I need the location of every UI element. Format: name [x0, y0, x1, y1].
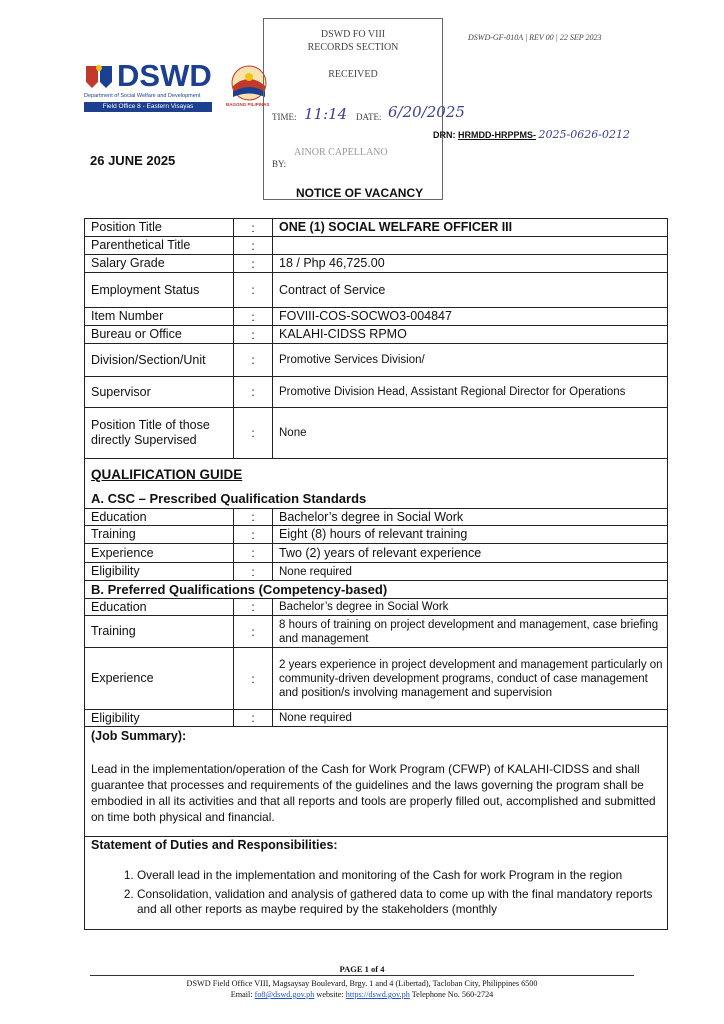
- footer-address: DSWD Field Office VIII, Magsaysay Boulevard, Brgy. 1 and 4 (Libertad), Tacloban City, Philippines 6500: [186, 979, 538, 988]
- drn-prefix: HRMDD-HRPPMS-: [458, 130, 537, 140]
- row-item-number: [85, 308, 667, 326]
- row-bureau-office: [85, 326, 667, 344]
- row-value: None: [279, 427, 307, 439]
- row-colon: :: [233, 544, 273, 562]
- row-value: Promotive Services Division/: [279, 354, 425, 366]
- row-value: None required: [279, 565, 352, 578]
- document-title: NOTICE OF VACANCY: [296, 186, 424, 200]
- row-pref-training: [85, 616, 667, 648]
- row-key: Bureau or Office: [91, 327, 182, 341]
- qualification-guide-section: [85, 459, 667, 489]
- row-colon: :: [233, 408, 273, 458]
- row-key: Eligibility: [91, 710, 140, 725]
- row-colon: :: [233, 377, 273, 407]
- page-number: PAGE 1 of 4: [339, 964, 385, 974]
- stamp-status: RECEIVED: [328, 69, 378, 80]
- row-key: Training: [91, 527, 136, 541]
- row-pref-eligibility: [85, 710, 667, 727]
- stamp-time-value: 11:14: [304, 105, 348, 123]
- row-key: Eligibility: [91, 564, 140, 578]
- row-colon: :: [233, 255, 273, 272]
- stamp-date-label: DATE:: [356, 112, 382, 122]
- vacancy-form: [84, 218, 668, 930]
- row-csc-experience: [85, 544, 667, 563]
- row-key: Parenthetical Title: [91, 238, 191, 252]
- drn-number: 2025-0626-0212: [538, 128, 630, 141]
- row-employment-status: [85, 273, 667, 308]
- stamp-by-label: BY:: [272, 159, 287, 169]
- row-pref-experience: [85, 648, 667, 710]
- row-value: FOVIII-COS-SOCWO3-004847: [279, 309, 452, 323]
- row-value: Contract of Service: [279, 282, 386, 297]
- row-key: Education: [91, 509, 147, 524]
- website-link[interactable]: https://dswd.gov.ph: [345, 990, 410, 999]
- row-value: Promotive Division Head, Assistant Regional Director for Operations: [279, 386, 626, 398]
- stamp-office: DSWD FO VIII: [320, 29, 386, 40]
- row-colon: :: [233, 563, 273, 580]
- drn-label: DRN:: [433, 130, 456, 140]
- row-colon: :: [233, 326, 273, 343]
- row-colon: :: [233, 237, 273, 254]
- row-value: 8 hours of training on project development and management, case briefing and management: [279, 618, 659, 645]
- logo-subtitle: Department of Social Welfare and Development: [84, 93, 201, 99]
- dswd-logo: [84, 60, 220, 116]
- row-key: Employment Status: [91, 282, 200, 297]
- row-key: Training: [91, 624, 136, 638]
- row-csc-training: [85, 526, 667, 544]
- row-colon: :: [233, 599, 273, 615]
- stamp-date-value: 6/20/2025: [388, 103, 465, 121]
- document-date: 26 JUNE 2025: [90, 153, 176, 168]
- row-value: [279, 237, 663, 254]
- row-supervised: [85, 408, 667, 459]
- row-key: Experience: [91, 545, 154, 560]
- row-key: Salary Grade: [91, 256, 165, 270]
- row-parenthetical-title: [85, 237, 667, 255]
- row-position-title: [85, 219, 667, 237]
- row-colon: :: [233, 273, 273, 307]
- row-key: Position Title: [91, 220, 162, 234]
- stamp-by-value: AINOR CAPELLANO: [294, 147, 388, 158]
- row-csc-eligibility: [85, 563, 667, 581]
- drn-line: [433, 128, 630, 141]
- row-colon: :: [233, 219, 273, 236]
- row-colon: :: [233, 616, 273, 647]
- row-colon: :: [233, 509, 273, 525]
- qualification-guide-title: QUALIFICATION GUIDE: [91, 467, 243, 482]
- row-key: Item Number: [91, 309, 164, 323]
- job-summary-title: (Job Summary):: [91, 729, 187, 743]
- email-link[interactable]: fo8@dswd.gov.ph: [254, 990, 315, 999]
- row-colon: :: [233, 710, 273, 726]
- row-value: 18 / Php 46,725.00: [279, 256, 385, 270]
- logo-office-bar: Field Office 8 - Eastern Visayas: [84, 102, 212, 112]
- row-value: Two (2) years of relevant experience: [279, 545, 482, 560]
- row-key: Division/Section/Unit: [91, 352, 206, 367]
- row-colon: :: [233, 648, 273, 709]
- row-salary-grade: [85, 255, 667, 273]
- duties-title: Statement of Duties and Responsibilities:: [91, 838, 338, 852]
- stamp-time-label: TIME:: [272, 112, 297, 122]
- website-label: website:: [316, 990, 344, 999]
- row-value: 2 years experience in project development and management particularly on community-driven development programs, conduct of case management and position/s involving management and supervision: [279, 658, 663, 699]
- row-csc-education: [85, 509, 667, 526]
- phone: Telephone No. 560-2724: [411, 990, 494, 999]
- row-supervisor: [85, 377, 667, 408]
- email-label: Email:: [230, 990, 253, 999]
- csc-title: A. CSC – Prescribed Qualification Standards: [85, 489, 667, 509]
- row-value: None required: [279, 712, 352, 724]
- row-colon: :: [233, 344, 273, 376]
- duty-item: 1. Overall lead in the implementation and monitoring of the Cash for work Program in the region: [137, 868, 659, 883]
- row-key: Supervisor: [91, 384, 151, 399]
- row-value: Eight (8) hours of relevant training: [279, 527, 468, 541]
- row-key: Position Title of those directly Supervised: [91, 418, 210, 447]
- job-summary-text: Lead in the implementation/operation of the Cash for Work Program (CFWP) of KALAHI-CIDSS and shall guarantee that processes and requirements of the guidelines and the laws governing the program shall be embodied in all its activities and that all reports and tools are properly filled out, accomplished and submitted on time both physical and financial.: [91, 762, 656, 824]
- dswd-emblem-icon: [84, 62, 114, 90]
- row-colon: :: [233, 308, 273, 325]
- footer-contact: [0, 990, 724, 999]
- stamp-section: RECORDS SECTION: [307, 42, 399, 53]
- row-key: Education: [91, 599, 147, 614]
- duties-list: [115, 868, 659, 921]
- row-value: Bachelor’s degree in Social Work: [279, 601, 449, 613]
- preferred-title: B. Preferred Qualifications (Competency-based): [85, 581, 667, 599]
- row-division: [85, 344, 667, 377]
- seal-label: BAGONG PILIPINAS: [226, 102, 270, 107]
- row-colon: :: [233, 526, 273, 543]
- footer-divider: [90, 975, 634, 976]
- row-value: ONE (1) SOCIAL WELFARE OFFICER III: [279, 220, 513, 234]
- row-value: KALAHI-CIDSS RPMO: [279, 327, 407, 341]
- row-pref-education: [85, 599, 667, 616]
- logo-text: DSWD: [117, 58, 212, 93]
- row-value: Bachelor’s degree in Social Work: [279, 509, 464, 524]
- duty-item: 2. Consolidation, validation and analysis of gathered data to come up with the final mandatory reports and all other reports as maybe required by the stakeholders (monthly: [137, 887, 659, 917]
- job-summary-section: [85, 727, 667, 837]
- form-code: DSWD-GF-010A | REV 00 | 22 SEP 2023: [468, 33, 602, 42]
- duties-section: [85, 837, 667, 929]
- row-key: Experience: [91, 671, 154, 685]
